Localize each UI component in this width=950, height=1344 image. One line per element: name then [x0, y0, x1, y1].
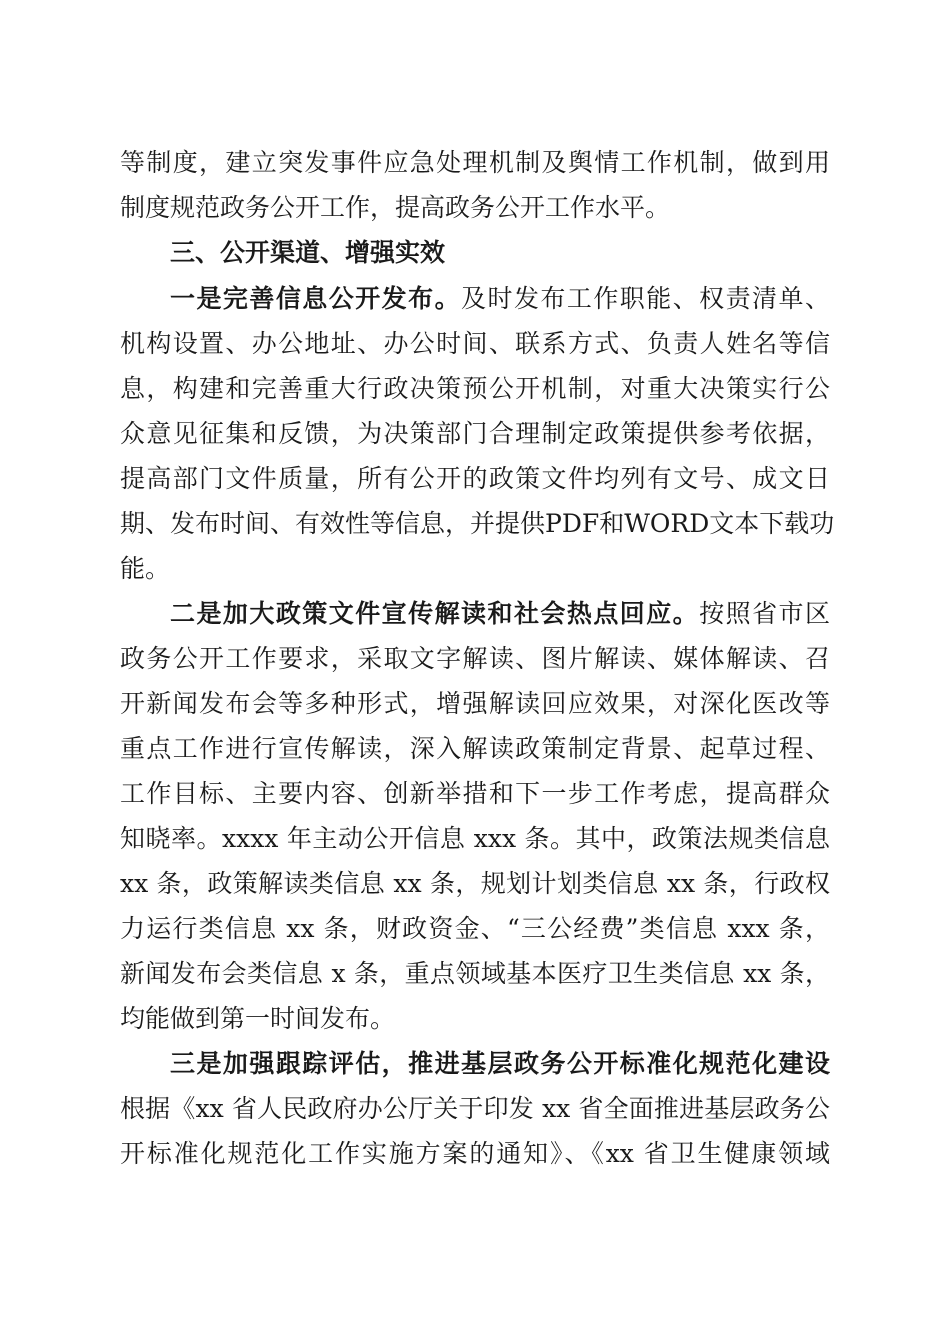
- text-line: 工作目标、主要内容、创新举措和下一步工作考虑，提高群众: [120, 779, 830, 808]
- text-line: 知晓率。xxxx 年主动公开信息 xxx 条。其中，政策法规类信息: [120, 824, 830, 853]
- text-line: 能。: [120, 554, 171, 583]
- text-line: 众意见征集和反馈，为决策部门合理制定政策提供参考依据，: [120, 419, 830, 448]
- paragraph-lead: 一是完善信息公开发布。: [170, 284, 462, 313]
- text-line: xx 条，政策解读类信息 xx 条，规划计划类信息 xx 条，行政权: [120, 869, 830, 898]
- text-line: 均能做到第一时间发布。: [120, 1004, 396, 1033]
- text-line: 等制度，建立突发事件应急处理机制及舆情工作机制，做到用: [120, 148, 830, 177]
- text-line: 提高部门文件质量，所有公开的政策文件均列有文号、成文日: [120, 464, 830, 493]
- paragraph-lead: 三是加强跟踪评估，推进基层政务公开标准化规范化建设: [170, 1049, 830, 1078]
- text-line: 重点工作进行宣传解读，深入解读政策制定背景、起草过程、: [120, 734, 830, 763]
- paragraph-text: 及时发布工作职能、权责清单、: [461, 284, 830, 313]
- text-line: 机构设置、办公地址、办公时间、联系方式、负责人姓名等信: [120, 329, 830, 358]
- text-line: 根据《xx 省人民政府办公厅关于印发 xx 省全面推进基层政务公: [120, 1094, 830, 1123]
- paragraph-first-line: [170, 599, 830, 629]
- text-line: 息，构建和完善重大行政决策预公开机制，对重大决策实行公: [120, 374, 830, 403]
- paragraph-lead: 二是加大政策文件宣传解读和社会热点回应。: [170, 599, 700, 628]
- paragraph-text: 按照省市区: [699, 599, 830, 628]
- text-line: 开标准化规范化工作实施方案的通知》、《xx 省卫生健康领域: [120, 1139, 830, 1168]
- text-line: 力运行类信息 xx 条，财政资金、“三公经费”类信息 xxx 条，: [120, 914, 830, 943]
- text-line: 开新闻发布会等多种形式，增强解读回应效果，对深化医改等: [120, 689, 830, 718]
- text-line: 政务公开工作要求，采取文字解读、图片解读、媒体解读、召: [120, 644, 830, 673]
- text-line: 制度规范政务公开工作，提高政务公开工作水平。: [120, 193, 671, 222]
- text-line: 期、发布时间、有效性等信息，并提供PDF和WORD文本下载功: [120, 509, 835, 538]
- section-heading: 三、公开渠道、增强实效: [170, 238, 446, 267]
- text-line: 新闻发布会类信息 x 条，重点领域基本医疗卫生类信息 xx 条，: [120, 959, 830, 988]
- paragraph-first-line: [170, 1049, 830, 1079]
- paragraph-first-line: [170, 284, 830, 314]
